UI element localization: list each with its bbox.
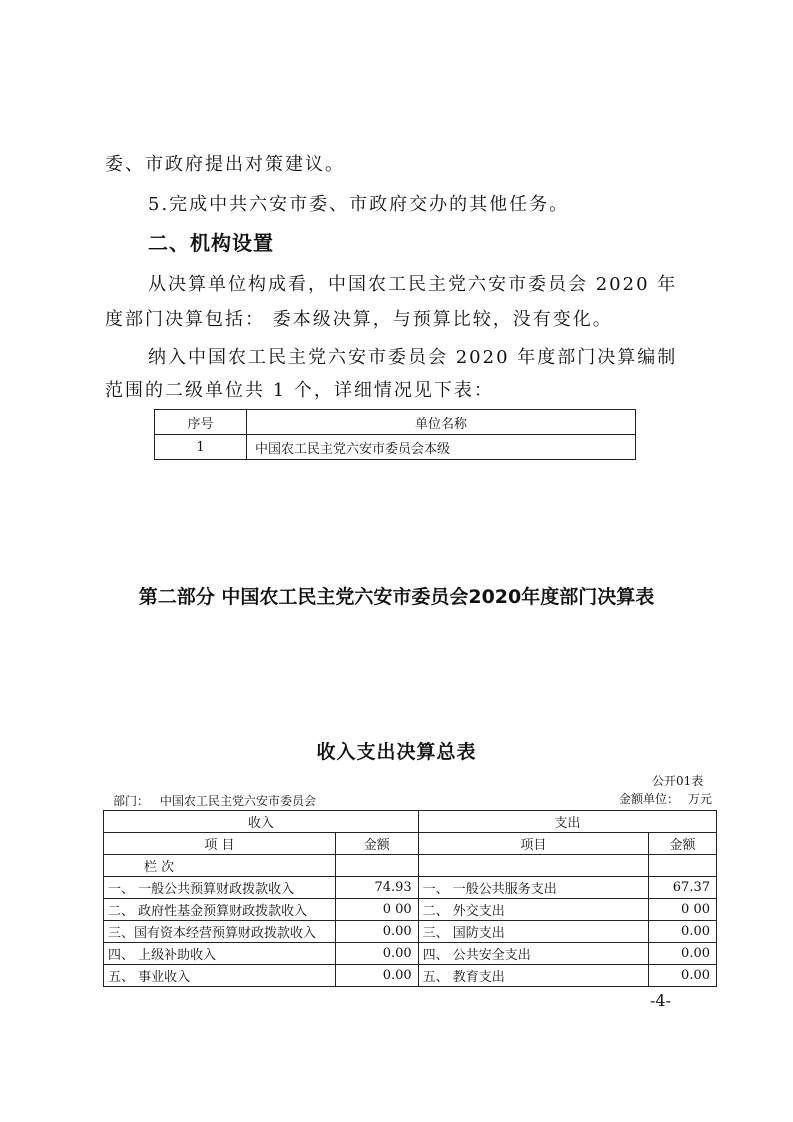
table-cell: 1 <box>155 435 247 460</box>
table-row <box>155 435 636 460</box>
table-code: 公开01表 <box>652 774 704 788</box>
expense-amount: 67.37 <box>649 877 717 899</box>
expense-header: 支出 <box>418 811 716 833</box>
table-cell <box>418 855 648 877</box>
income-amount: 0.00 <box>335 921 418 943</box>
table-header-row <box>155 410 636 435</box>
summary-table <box>103 810 717 987</box>
row-label: 栏 次 <box>104 855 336 877</box>
expense-amount: 0 00 <box>649 899 717 921</box>
unit-value: 万元 <box>688 792 713 806</box>
table-cell: 中国农工民主党六安市委员会本级 <box>247 435 636 460</box>
item-header: 项 目 <box>104 833 336 855</box>
income-item: 一、 一般公共预算财政拨款收入 <box>104 877 336 899</box>
expense-item: 二、 外交支出 <box>418 899 648 921</box>
income-item: 三、国有资本经营预算财政拨款收入 <box>104 921 336 943</box>
part-title: 第二部分 中国农工民主党六安市委员会2020年度部门决算表 <box>138 586 655 608</box>
paragraph-line: 委、市政府提出对策建议。 <box>105 154 345 175</box>
income-amount: 0.00 <box>335 943 418 965</box>
income-header: 收入 <box>104 811 419 833</box>
income-item: 五、 事业收入 <box>104 965 336 987</box>
item-header: 项目 <box>418 833 648 855</box>
income-item: 二、 政府性基金预算财政拨款收入 <box>104 899 336 921</box>
paragraph-line: 纳入中国农工民主党六安市委员会 2020 年度部门决算编制 <box>148 347 678 368</box>
header-cell: 序号 <box>155 410 247 435</box>
table-row <box>104 965 717 987</box>
summary-table-title: 收入支出决算总表 <box>316 741 477 763</box>
table-header-row <box>104 811 717 833</box>
amount-header: 金额 <box>335 833 418 855</box>
amount-header: 金额 <box>649 833 717 855</box>
expense-item: 四、 公共安全支出 <box>418 943 648 965</box>
expense-amount: 0.00 <box>649 921 717 943</box>
expense-amount: 0.00 <box>649 965 717 987</box>
table-row <box>104 899 717 921</box>
table-row <box>104 921 717 943</box>
income-amount: 0 00 <box>335 899 418 921</box>
header-cell: 单位名称 <box>247 410 636 435</box>
section-heading: 二、机构设置 <box>148 231 274 255</box>
income-item: 四、 上级补助收入 <box>104 943 336 965</box>
expense-item: 五、 教育支出 <box>418 965 648 987</box>
dept-name: 中国农工民主党六安市委员会 <box>160 794 317 808</box>
table-cell <box>335 855 418 877</box>
paragraph-line: 5.完成中共六安市委、市政府交办的其他任务。 <box>148 194 570 215</box>
paragraph-line: 范围的二级单位共 1 个，详细情况见下表： <box>105 380 494 401</box>
paragraph-line: 度部门决算包括： 委本级决算，与预算比较，没有变化。 <box>105 309 613 330</box>
paragraph-line: 从决算单位构成看，中国农工民主党六安市委员会 2020 年 <box>148 274 678 295</box>
table-row <box>104 877 717 899</box>
income-amount: 0.00 <box>335 965 418 987</box>
income-amount: 74.93 <box>335 877 418 899</box>
dept-label: 部门： <box>113 794 150 808</box>
page-number: -4- <box>650 991 671 1010</box>
table-cell <box>649 855 717 877</box>
expense-item: 一、 一般公共服务支出 <box>418 877 648 899</box>
expense-item: 三、 国防支出 <box>418 921 648 943</box>
unit-label: 金额单位： <box>619 792 680 806</box>
table-row <box>104 855 717 877</box>
table-header-row <box>104 833 717 855</box>
unit-table <box>154 409 636 460</box>
expense-amount: 0.00 <box>649 943 717 965</box>
table-row <box>104 943 717 965</box>
